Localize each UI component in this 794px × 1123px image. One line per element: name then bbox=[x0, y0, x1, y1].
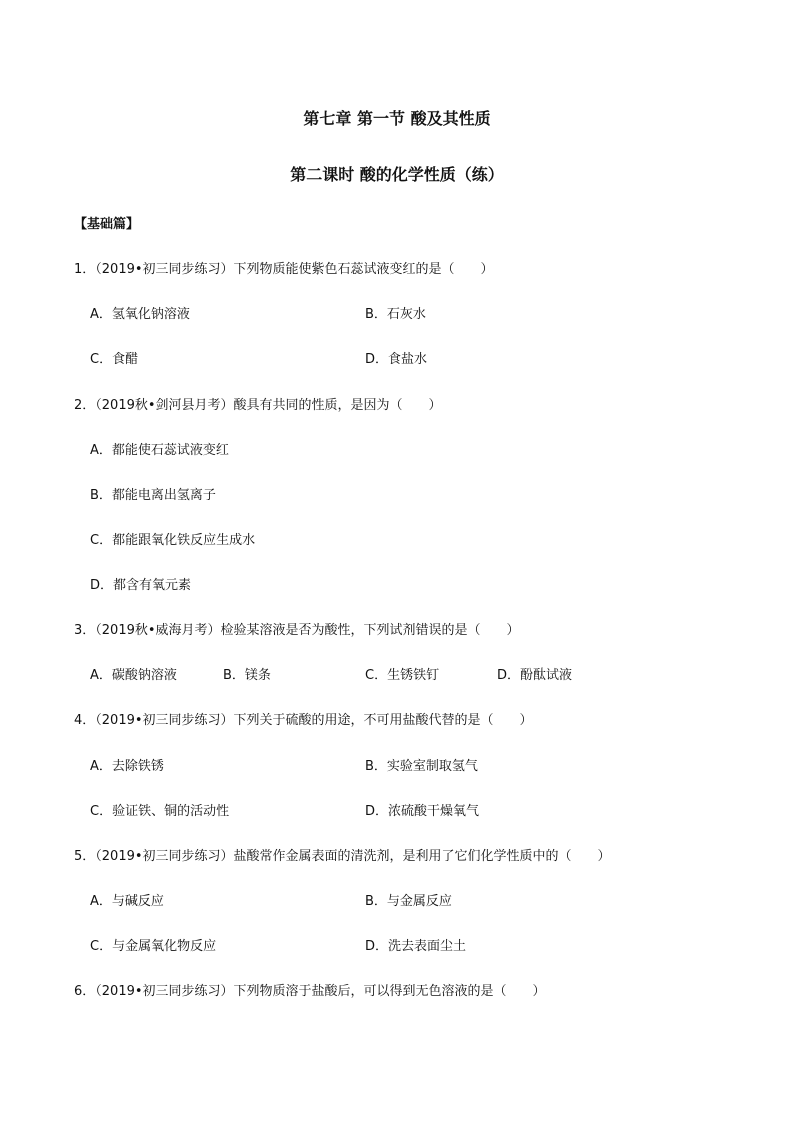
question-6-stem: 6．（2019•初三同步练习）下列物质溶于盐酸后，可以得到无色溶液的是（ ） bbox=[74, 984, 546, 999]
question-1-stem: 1．（2019•初三同步练习）下列物质能使紫色石蕊试液变红的是（ ） bbox=[74, 262, 494, 277]
question-2-option-d: D．都含有氧元素 bbox=[90, 578, 192, 593]
question-2-option-b: B．都能电离出氢离子 bbox=[90, 488, 216, 503]
question-4-option-a: A．去除铁锈 bbox=[90, 759, 164, 774]
question-4-option-b: B．实验室制取氢气 bbox=[365, 759, 478, 774]
question-5-option-d: D．洗去表面尘土 bbox=[365, 939, 467, 954]
question-3-option-d: D．酚酞试液 bbox=[497, 668, 573, 683]
page-subtitle: 第二课时 酸的化学性质（练） bbox=[290, 165, 504, 184]
question-4-option-c: C．验证铁、铜的活动性 bbox=[90, 804, 230, 819]
question-2-stem: 2．（2019秋•剑河县月考）酸具有共同的性质，是因为（ ） bbox=[74, 398, 442, 413]
question-1-option-d: D．食盐水 bbox=[365, 352, 428, 367]
question-3-option-c: C．生锈铁钉 bbox=[365, 668, 440, 683]
question-5-option-b: B．与金属反应 bbox=[365, 894, 452, 909]
question-4-stem: 4．（2019•初三同步练习）下列关于硫酸的用途，不可用盐酸代替的是（ ） bbox=[74, 713, 533, 728]
question-2-option-a: A．都能使石蕊试液变红 bbox=[90, 443, 229, 458]
question-1-option-b: B．石灰水 bbox=[365, 307, 426, 322]
question-3-stem: 3．（2019秋•威海月考）检验某溶液是否为酸性，下列试剂错误的是（ ） bbox=[74, 623, 520, 638]
page-title: 第七章 第一节 酸及其性质 bbox=[303, 109, 491, 128]
question-3-option-b: B．镁条 bbox=[223, 668, 271, 683]
question-1-option-c: C．食醋 bbox=[90, 352, 139, 367]
question-5-option-a: A．与碱反应 bbox=[90, 894, 164, 909]
question-5-stem: 5．（2019•初三同步练习）盐酸常作金属表面的清洗剂，是利用了它们化学性质中的（ ） bbox=[74, 849, 611, 864]
question-4-option-d: D．浓硫酸干燥氧气 bbox=[365, 804, 480, 819]
question-1-option-a: A．氢氧化钠溶液 bbox=[90, 307, 190, 322]
question-3-option-a: A．碳酸钠溶液 bbox=[90, 668, 177, 683]
question-5-option-c: C．与金属氧化物反应 bbox=[90, 939, 217, 954]
question-2-option-c: C．都能跟氧化铁反应生成水 bbox=[90, 533, 256, 548]
section-heading: 【基础篇】 bbox=[74, 217, 140, 232]
